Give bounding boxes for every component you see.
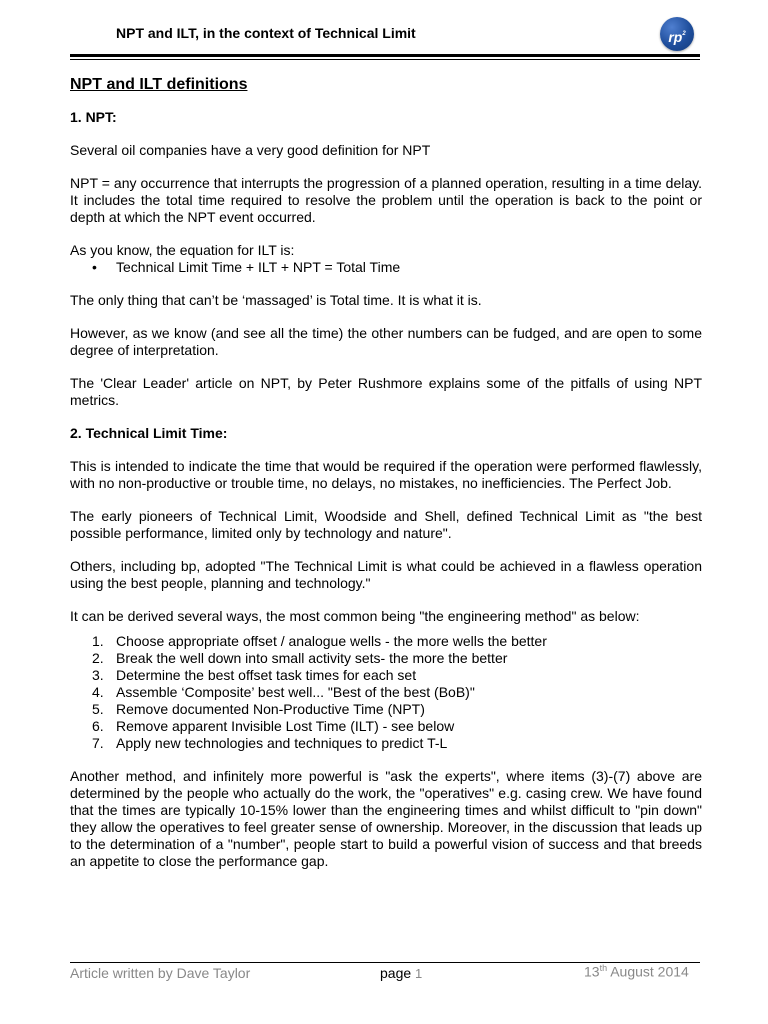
header-rule [70, 54, 700, 57]
steps-list [70, 633, 702, 752]
paragraph: However, as we know (and see all the time) the other numbers can be fudged, and are open to some degree of interpretation. [70, 325, 702, 358]
footer-page: page 1 [380, 965, 423, 981]
header-title: NPT and ILT, in the context of Technical Limit [116, 25, 416, 41]
list-item: 6. Remove apparent Invisible Lost Time (ILT) - see below [92, 718, 455, 734]
paragraph: The only thing that can’t be ‘massaged’ is Total time. It is what it is. [70, 292, 482, 308]
logo-text: $rp^2$ [668, 29, 686, 45]
paragraph: It can be derived several ways, the most common being "the engineering method" as below: [70, 608, 640, 624]
list-item: 5. Remove documented Non-Productive Time (NPT) [92, 701, 425, 717]
page-heading: NPT and ILT definitions [70, 76, 248, 93]
section-npt-title: 1. NPT: [70, 109, 117, 125]
paragraph: This is intended to indicate the time that would be required if the operation were performed flawlessly, with no non-productive or trouble time, no delays, no mistakes, no inefficiencies. The Perfect Job. [70, 458, 702, 491]
footer-date: 13th August 2014 [584, 963, 689, 980]
list-item: 4. Assemble ‘Composite’ best well... "Best of the best (BoB)" [92, 684, 475, 700]
list-item: 1. Choose appropriate offset / analogue wells - the more wells the better [92, 633, 547, 649]
rp2-logo [660, 17, 694, 51]
paragraph: Others, including bp, adopted "The Technical Limit is what could be achieved in a flawless operation using the best people, planning and technology." [70, 558, 702, 591]
page-number: 1 [415, 966, 423, 981]
list-item: 3. Determine the best offset task times for each set [92, 667, 417, 683]
paragraph: As you know, the equation for ILT is: [70, 242, 295, 258]
paragraph: The 'Clear Leader' article on NPT, by Peter Rushmore explains some of the pitfalls of using NPT metrics. [70, 375, 702, 408]
document-body [70, 75, 702, 886]
list-item: 7. Apply new technologies and techniques to predict T-L [92, 735, 448, 751]
paragraph: Another method, and infinitely more powerful is "ask the experts", where items (3)-(7) above are determined by the people who actually do the work, the "operatives" e.g. casing crew. We have found that the times are typically 10-15% lower than the engineering times and whilst difficult to "pin down" they allow the operatives to feel greater sense of ownership. Moreover, in the discussion that leads up to the determination of a "number", people start to build a powerful vision of success and that breeds an appetite to close the performance gap. [70, 768, 702, 869]
header-rule-thin [70, 59, 700, 60]
bullet-list [70, 259, 702, 276]
paragraph: Several oil companies have a very good definition for NPT [70, 142, 431, 158]
paragraph: The early pioneers of Technical Limit, Woodside and Shell, defined Technical Limit as "the best possible performance, limited only by technology and nature". [70, 508, 702, 541]
section-technical-limit-title: 2. Technical Limit Time: [70, 425, 228, 441]
list-item: 2. Break the well down into small activity sets- the more the better [92, 650, 508, 666]
bullet-item: • Technical Limit Time + ILT + NPT = Total Time [70, 259, 702, 276]
footer-author: Article written by Dave Taylor [70, 965, 251, 981]
paragraph: NPT = any occurrence that interrupts the progression of a planned operation, resulting in a time delay. It includes the total time required to resolve the problem until the operation is back to the point or depth at which the NPT event occurred. [70, 175, 702, 225]
